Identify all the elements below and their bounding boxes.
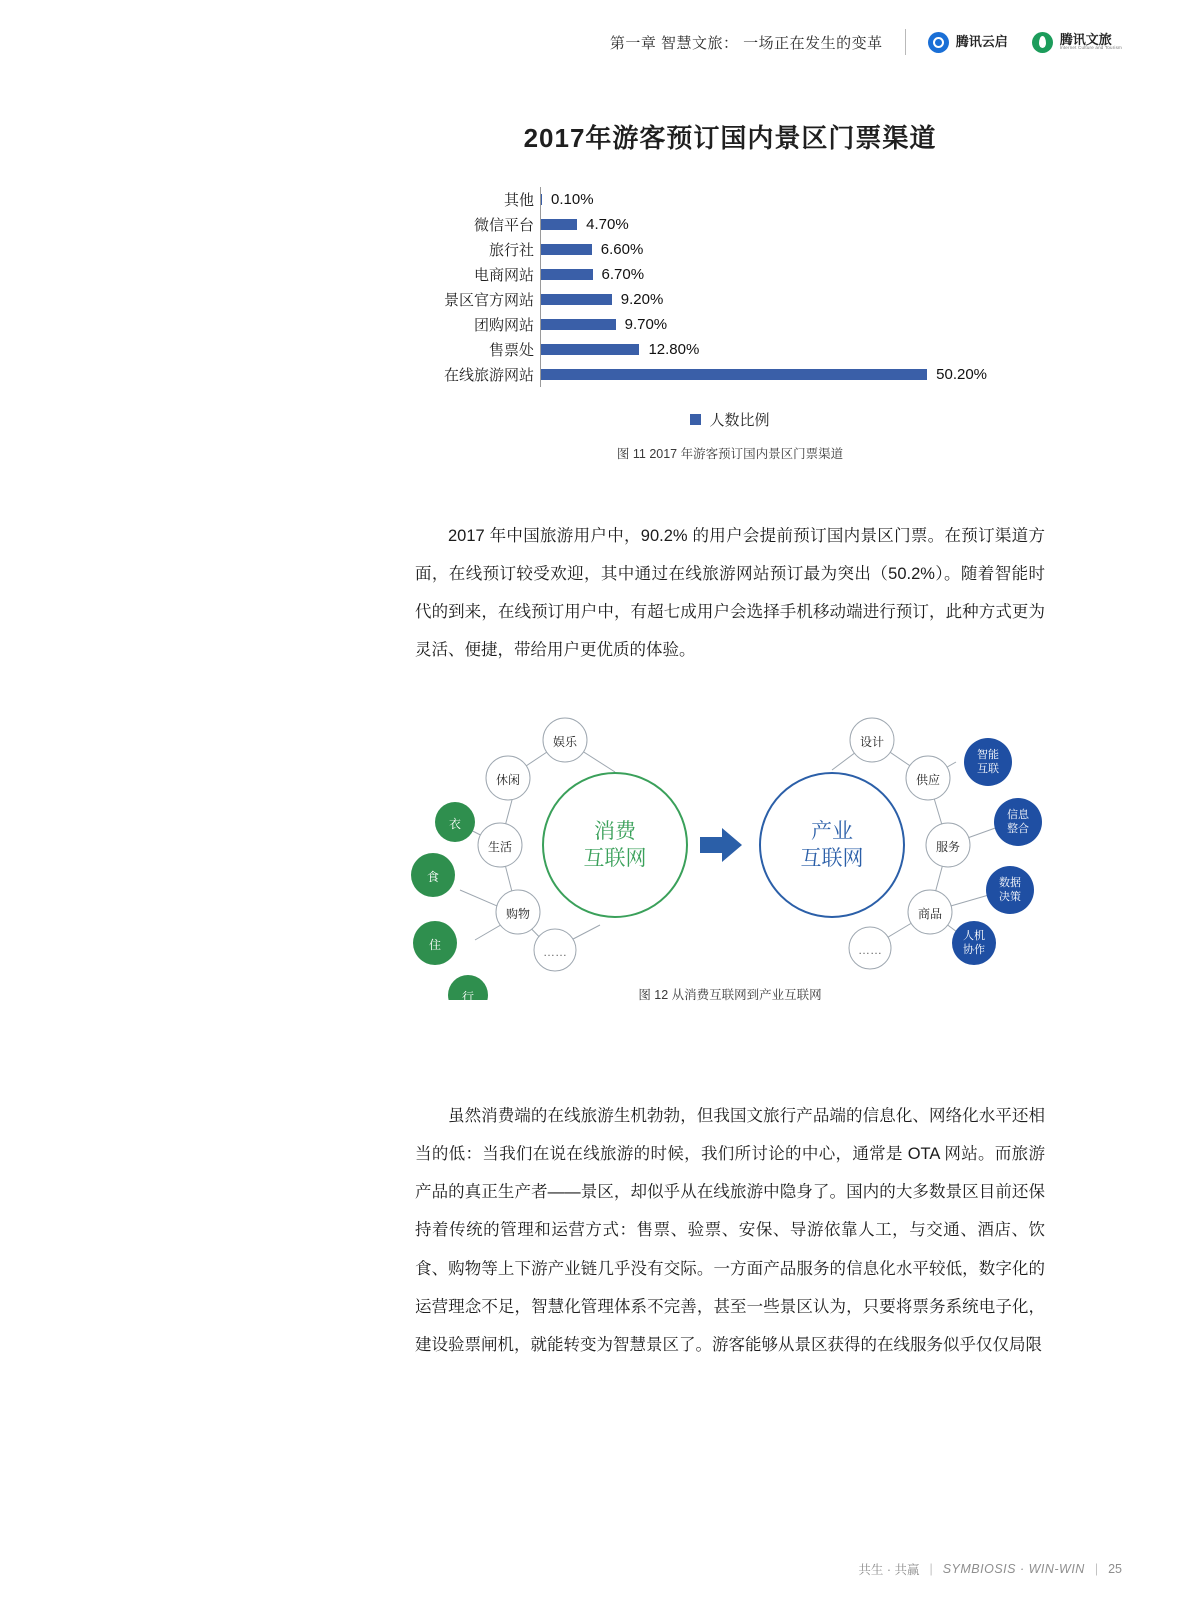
- svg-text:协作: 协作: [963, 944, 985, 956]
- svg-text:互联: 互联: [977, 763, 999, 775]
- right-arrow-icon: [700, 828, 742, 862]
- chart-bar-label: 团购网站: [473, 317, 534, 334]
- tencent-tourism-icon: [1032, 32, 1053, 53]
- svg-text:服务: 服务: [935, 840, 961, 854]
- legend-swatch-icon: [690, 414, 701, 425]
- chart-bar-fill: [541, 219, 577, 230]
- brand-name-cloud: 腾讯云启: [955, 34, 1008, 50]
- chart-bar-row: [488, 337, 1060, 362]
- consumer-internet-label-2: 互联网: [583, 847, 647, 870]
- chart-bar-value: 50.20%: [936, 366, 988, 383]
- svg-text:生活: 生活: [487, 840, 513, 854]
- chart-bar-value: 9.20%: [620, 291, 664, 308]
- chart-bar-fill: [541, 294, 612, 305]
- body-paragraph-1: 2017 年中国旅游用户中，90.2% 的用户会提前预订国内景区门票。在预订渠道方面，在线预订较受欢迎，其中通过在线旅游网站预订最为突出（50.2%）。随着智能时代的到来，在线预订用户中，有超七成用户会选择手机移动端进行预订，此种方式更为灵活、便捷，带给用户更优质的体验。: [415, 526, 1045, 660]
- brand-tencent-cloud: [928, 32, 1008, 53]
- chart-bar-label: 微信平台: [473, 217, 534, 234]
- chart-bar-fill: [541, 194, 542, 205]
- legend-label: 人数比例: [709, 412, 770, 429]
- svg-text:……: ……: [858, 943, 882, 957]
- page-header: [0, 22, 1192, 62]
- chart-bar-row: [488, 237, 1060, 262]
- chart-bar-row: [473, 312, 1060, 337]
- footer-en: SYMBIOSIS · WIN-WIN: [942, 1562, 1085, 1576]
- svg-text:人机: 人机: [963, 930, 985, 942]
- chart-bar-fill: [541, 369, 927, 380]
- brand-sub-tourism: Internet Culture and Tourism: [1059, 45, 1122, 51]
- chart-bar-label: 在线旅游网站: [443, 367, 534, 384]
- svg-text:住: 住: [428, 938, 442, 952]
- chart-title: 2017年游客预订国内景区门票渠道: [523, 123, 937, 153]
- svg-text:……: ……: [543, 945, 567, 959]
- body-paragraph-2: 虽然消费端的在线旅游生机勃勃，但我国文旅行产品端的信息化、网络化水平还相当的低：当我们在说在线旅游的时候，我们所讨论的中心，通常是 OTA 网站。而旅游产品的真正生产者——景区，却似乎从在线旅游中隐身了。国内的大多数景区目前还保持着传统的管理和运营方式：售票、验票、安保、导游依靠人工，与交通、酒店、饮食、购物等上下游产业链几乎没有交际。一方面产品服务的信息化水平较低，数字化的运营理念不足，智慧化管理体系不完善，甚至一些景区认为，只要将票务系统电子化，建设验票闸机，就能转变为智慧景区了。游客能够从景区获得的在线服务似乎仅仅局限: [415, 1106, 1045, 1355]
- chart-bar-value: 0.10%: [551, 191, 594, 208]
- chart-bar-label: 旅行社: [488, 242, 534, 259]
- chart-bar-value: 12.80%: [648, 341, 700, 358]
- footer-separator-2: |: [1094, 1562, 1099, 1576]
- chart-bar-row: [503, 187, 1060, 212]
- chart-bar-value: 4.70%: [586, 216, 629, 233]
- svg-text:智能: 智能: [977, 749, 999, 761]
- svg-text:购物: 购物: [505, 907, 531, 921]
- svg-text:休闲: 休闲: [495, 773, 521, 787]
- chart-bar-value: 6.60%: [600, 241, 644, 258]
- figure-11-caption: 图 11 2017 年游客预订国内景区门票渠道: [616, 447, 844, 461]
- chart-bar-fill: [541, 319, 616, 330]
- chart-bars: [443, 187, 1060, 387]
- svg-text:供应: 供应: [915, 773, 941, 787]
- tencent-cloud-icon: [928, 32, 949, 53]
- industry-internet-label-1: 产业: [811, 820, 853, 843]
- svg-text:商品: 商品: [917, 907, 943, 921]
- chart-bar-fill: [541, 344, 639, 355]
- svg-text:决策: 决策: [999, 891, 1021, 903]
- svg-text:整合: 整合: [1007, 823, 1029, 835]
- svg-text:行: 行: [461, 990, 475, 1000]
- svg-text:信息: 信息: [1007, 809, 1029, 821]
- chart-bar-label: 售票处: [488, 342, 534, 359]
- chart-bar-label: 其他: [503, 192, 534, 209]
- chart-bar-value: 9.70%: [624, 316, 668, 333]
- left-green-nodes: [411, 802, 488, 1000]
- chart-legend: [400, 409, 1060, 430]
- svg-text:衣: 衣: [448, 817, 462, 831]
- svg-text:食: 食: [426, 870, 440, 884]
- chart-bar-value: 6.70%: [601, 266, 645, 283]
- svg-text:设计: 设计: [859, 735, 885, 749]
- svg-text:娱乐: 娱乐: [552, 735, 578, 749]
- diagram-svg: [400, 700, 1060, 1000]
- chart-bar-row: [443, 287, 1060, 312]
- chart-bar-fill: [541, 244, 592, 255]
- industry-internet-circle: [760, 773, 904, 917]
- chapter-title: 第一章 智慧文旅： 一场正在发生的变革: [609, 34, 883, 52]
- figure-12-caption: 图 12 从消费互联网到产业互联网: [638, 988, 822, 1002]
- chart-bar-row: [443, 362, 1060, 387]
- industry-internet-label-2: 互联网: [800, 847, 864, 870]
- consumer-internet-label-1: 消费: [594, 820, 636, 843]
- svg-text:数据: 数据: [999, 877, 1021, 889]
- chart-bar-row: [473, 212, 1060, 237]
- brand-name-tourism: 腾讯文旅: [1059, 31, 1112, 47]
- brand-tencent-tourism: [1032, 32, 1122, 53]
- chart-bar-row: [473, 262, 1060, 287]
- consumer-internet-circle: [543, 773, 687, 917]
- chart-bar-label: 景区官方网站: [443, 292, 534, 309]
- page-number: 25: [1108, 1562, 1122, 1576]
- chart-bar-fill: [541, 269, 593, 280]
- chart-bar-label: 电商网站: [473, 267, 534, 284]
- chart-figure: [400, 118, 1060, 462]
- footer-cn: 共生 · 共赢: [858, 1563, 920, 1577]
- page-footer: [858, 1560, 1122, 1578]
- footer-separator: |: [929, 1562, 933, 1576]
- figure-12-diagram: [400, 700, 1060, 1000]
- header-divider: [905, 29, 906, 55]
